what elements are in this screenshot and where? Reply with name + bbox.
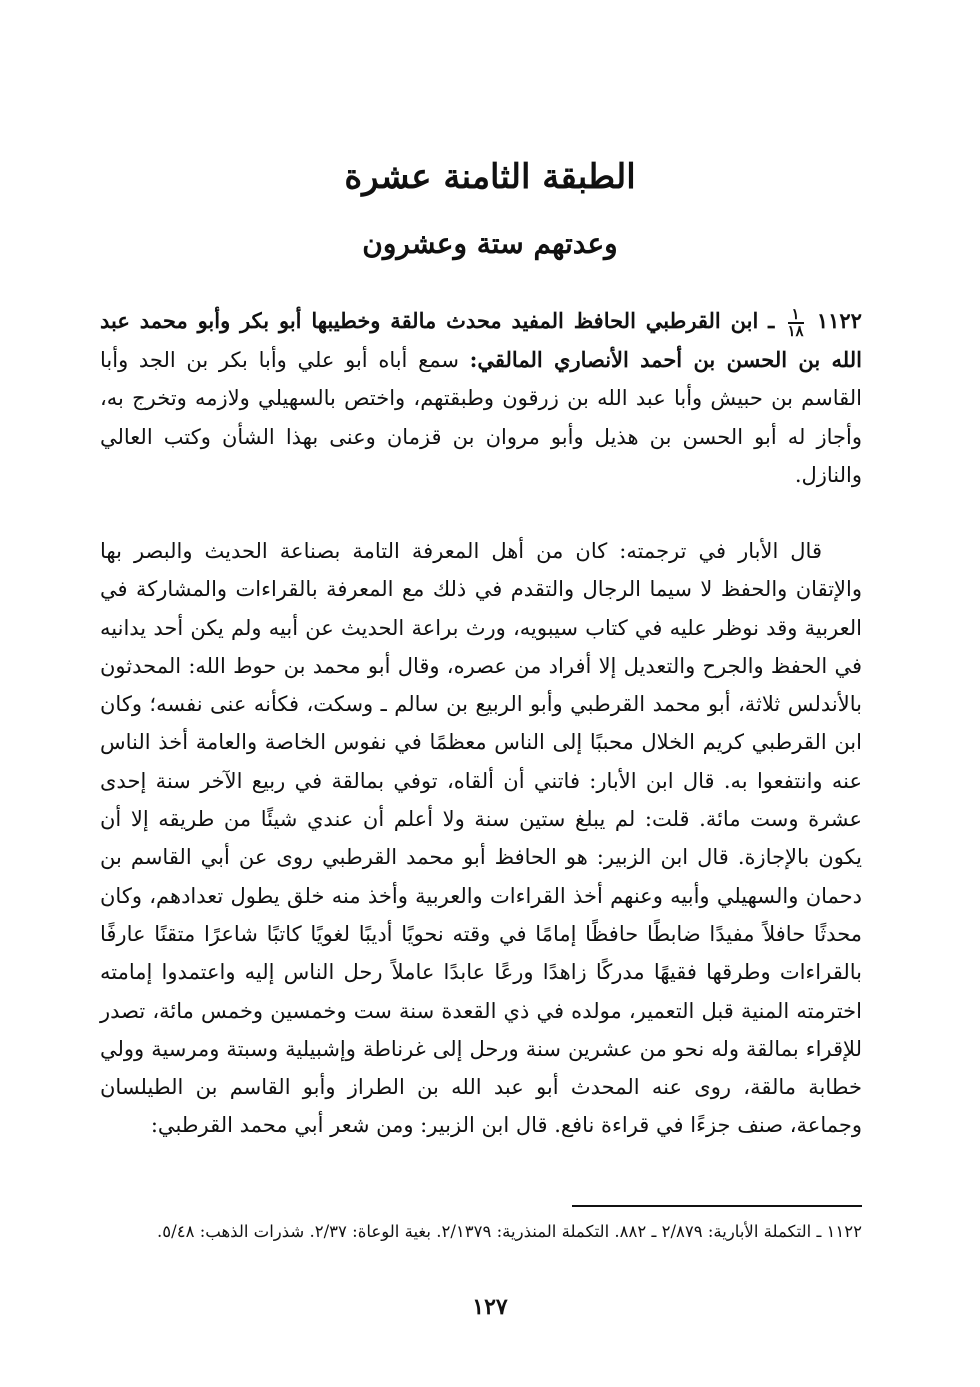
section-title: الطبقة الثامنة عشرة xyxy=(344,157,636,197)
body-paragraph: قال الأبار في ترجمته: كان من أهل المعرفة التامة بصناعة الحديث والبصر بها والإتقان والحفظ لا سيما الرجال والتقدم في ذلك مع المعرفة بالقراءات والمشاركة في العربية وقد نوظر عليه في كتاب سيبويه، ورث براعة الحديث عن أبيه ولم يكن أحد يدانيه في الحفظ والجرح والتعديل إلا أفراد من عصره، وقال أبو محمد بن حوط الله: المحدثون بالأندلس ثلاثة، أبو محمد القرطبي وأبو الربيع بن سالم ـ وسكت، فكأنه عنى نفسه؛ وكان ابن القرطبي كريم الخلال محببًا إلى الناس معظمًا في نفوس الخاصة والعامة أخذ الناس عنه وانتفعوا به. قال ابن الأبار: فاتني أن ألقاه، توفي بمالقة في ربيع الآخر سنة إحدى عشرة وست مائة. قلت: لم يبلغ ستين سنة ولا أعلم أن عندي شيئًا من طريقه إلا أن يكون بالإجازة. قال ابن الزبير: هو الحافظ أبو محمد القرطبي روى عن أبي القاسم بن دحمان والسهيلي وأبيه وعنهم أخذ القراءات والعربية وأخذ منه خلق يطول تعدادهم، وكان محدثًا حافلاً مفيدًا ضابطًا حافظًا إمامًا في وقته نحويًا أديبًا لغويًا كاتبًا شاعرًا متقنًا عارفًا بالقراءات وطرقها فقيهًا مدركًا زاهدًا ورعًا عابدًا عاملاً رحل الناس إليه واعتمدوا إمامته اخترمته المنية قبل التعمير، مولده في ذي القعدة سنة ست وخمسين وخمس مائة، تصدر للإقراء بمالقة وله نحو من عشرين سنة ورحل إلى غرناطة وإشبيلية وسبتة ومرسية وولي خطابة مالقة، روى عنه المحدث أبو عبد الله بن الطراز وأبو القاسم بن الطيلسان وجماعة، صنف جزءًا في قراءة نافع. قال ابن الزبير: ومن شعر أبي محمد القرطبي: xyxy=(100,539,862,1138)
page-number: ١٢٧ xyxy=(472,1294,508,1320)
entry-fraction xyxy=(787,304,804,340)
fraction-denominator: ١٨ xyxy=(787,321,804,340)
section-subtitle: وعدتهم ستة وعشرون xyxy=(362,227,618,260)
fraction-numerator: ١ xyxy=(788,307,804,324)
footnote: ١١٢٢ ـ التكملة الأبارية: ٢/٨٧٩ ـ ٨٨٢. التكملة المنذرية: ٢/١٣٧٩. بغية الوعاة: ٢/٣٧. شذرات الذهب: ٥/٤٨. xyxy=(157,1222,862,1241)
entry-number: ١١٢٢ xyxy=(816,308,862,333)
entry-heading: ـ ابن القرطبي الحافظ المفيد محدث مالقة وخطيبها أبو بكر وأبو محمد عبد الله بن الحسن بن أحمد الأنصاري المالقي: xyxy=(100,308,862,372)
biography-entry xyxy=(100,302,862,495)
footnote-divider xyxy=(572,1205,862,1207)
entry-text: سمع أباه أبو علي وأبا بكر بن الجد وأبا القاسم بن حبيش وأبا عبد الله بن زرقون وطبقتهم، واختص بالسهيلي ولازمه وتخرج به، وأجاز له أبو الحسن بن هذيل وأبو مروان بن قزمان وعنى بهذا الشأن وكتب العالي والنازل. xyxy=(100,347,862,487)
